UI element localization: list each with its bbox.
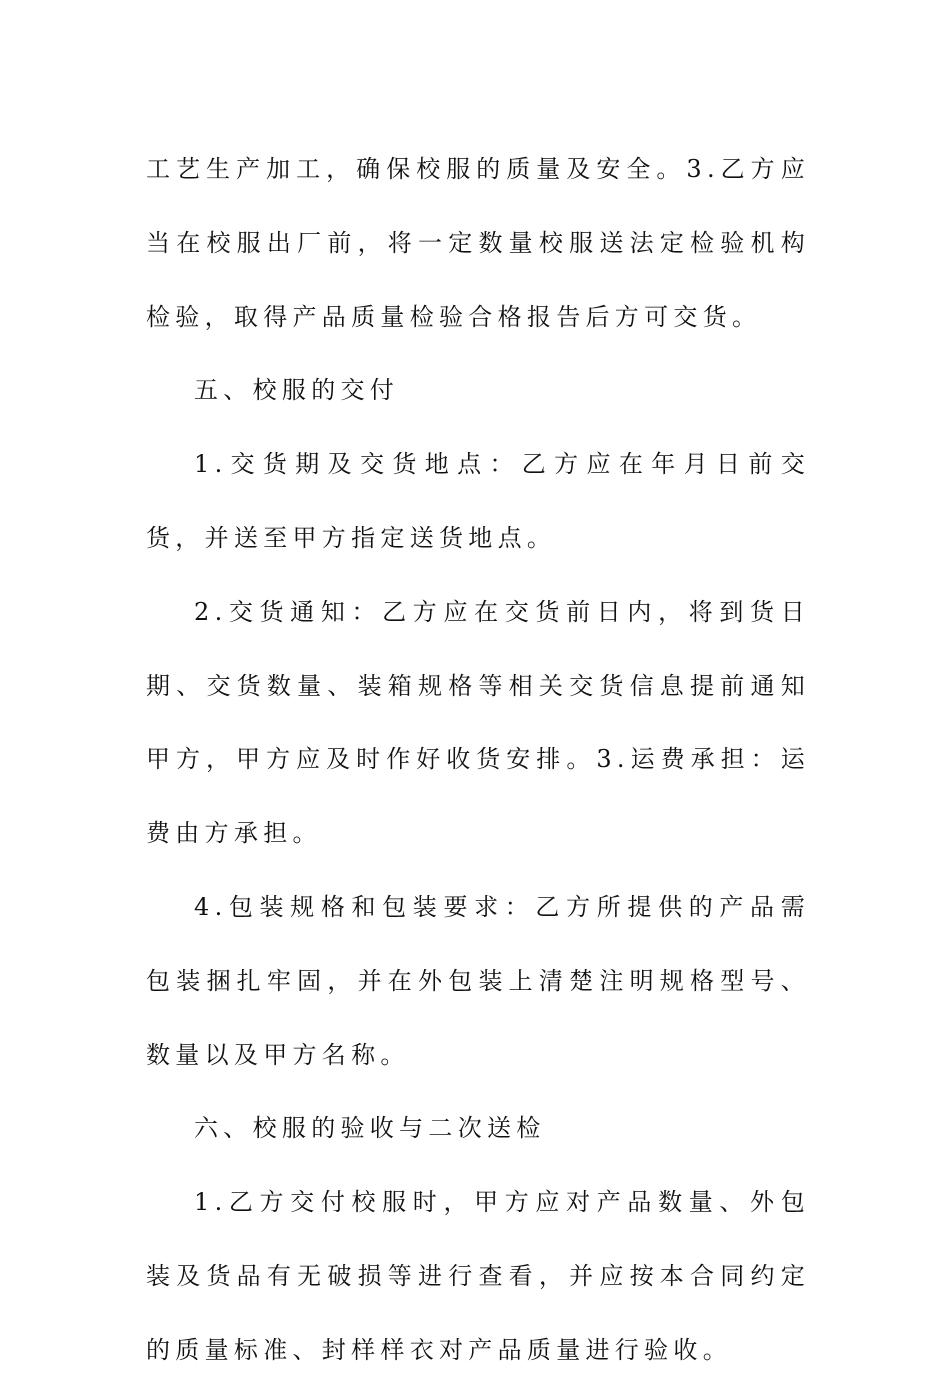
section-heading-acceptance: 六、校服的验收与二次送检 bbox=[194, 1114, 546, 1143]
paragraph-quality-inspection: 工艺生产加工，确保校服的质量及安全。3.乙方应当在校服出厂前，将一定数量校服送法定检验机构检验，取得产品质量检验合格报告后方可交货。 bbox=[146, 155, 810, 331]
document-body bbox=[146, 133, 810, 1388]
paragraph-delivery-date: 1.交货期及交货地点：乙方应在年月日前交货，并送至甲方指定送货地点。 bbox=[146, 450, 810, 552]
paragraph-packaging: 4.包装规格和包装要求：乙方所提供的产品需包装捆扎牢固，并在外包装上清楚注明规格型号、数量以及甲方名称。 bbox=[146, 892, 810, 1069]
section-heading-delivery: 五、校服的交付 bbox=[194, 376, 400, 405]
paragraph-delivery-notice: 2.交货通知：乙方应在交货前日内，将到货日期、交货数量、装箱规格等相关交货信息提前通知甲方，甲方应及时作好收货安排。3.运费承担：运费由方承担。 bbox=[146, 597, 810, 848]
paragraph-acceptance: 1.乙方交付校服时，甲方应对产品数量、外包装及货品有无破损等进行查看，并应按本合同约定的质量标准、封样样衣对产品质量进行验收。 bbox=[146, 1188, 810, 1364]
